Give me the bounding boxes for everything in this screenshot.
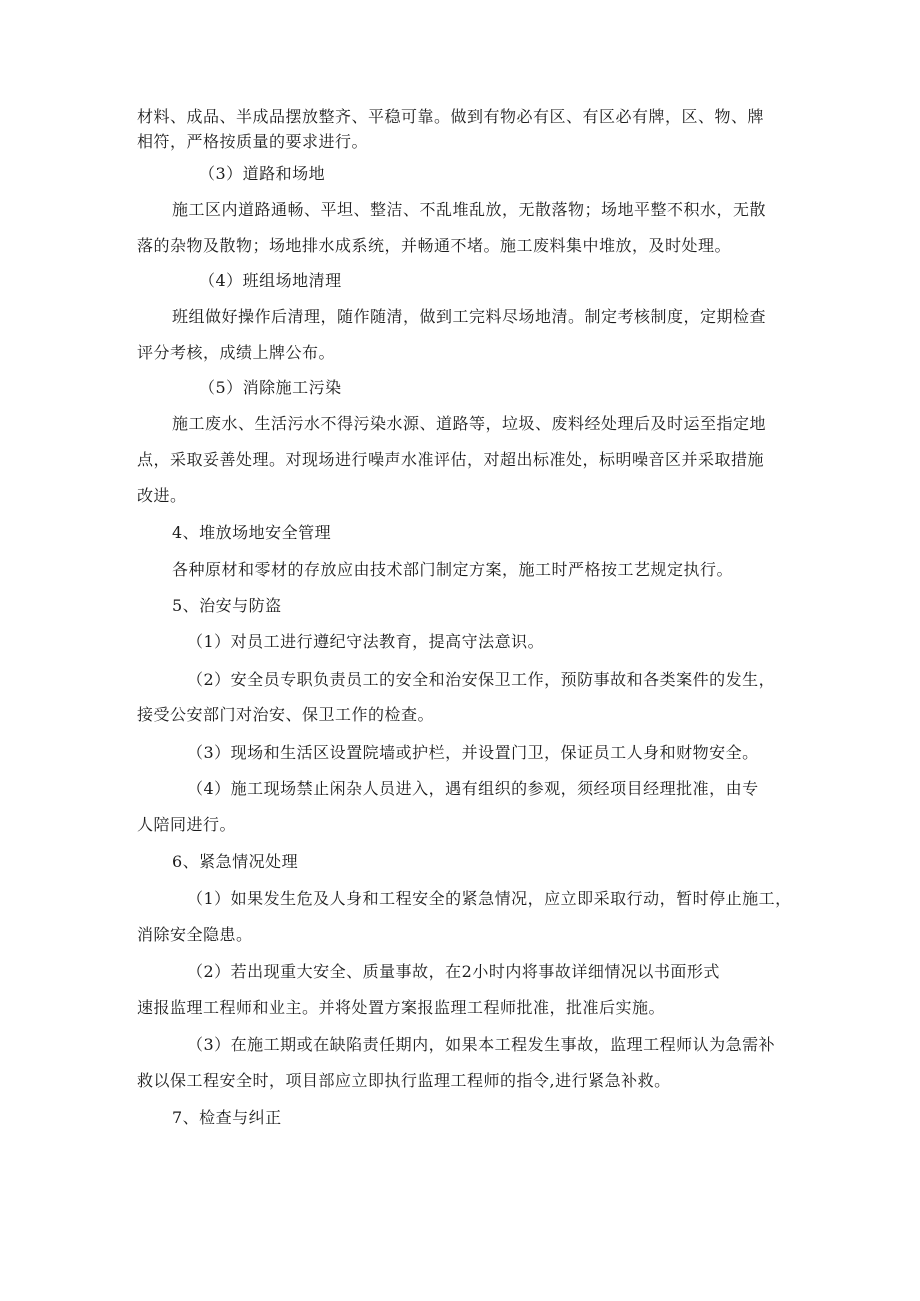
- body-text-line: 落的杂物及散物；场地排水成系统，并畅通不堵。施工废料集中堆放，及时处理。: [137, 236, 732, 255]
- list-item: （2）安全员专职负责员工的安全和治安保卫工作，预防事故和各类案件的发生，: [187, 670, 776, 689]
- list-item: （2）若出现重大安全、质量事故，在2小时内将事故详细情况以书面形式: [187, 962, 720, 981]
- list-item: （4）施工现场禁止闲杂人员进入，遇有组织的参观，须经项目经理批准，由专: [187, 779, 759, 798]
- body-text-line: 消除安全隐患。: [137, 925, 253, 944]
- body-text-line: 材料、成品、半成品摆放整齐、平稳可靠。做到有物必有区、有区必有牌，区、物、牌: [137, 107, 765, 126]
- body-text-line: 速报监理工程师和业主。并将处置方案报监理工程师批准，批准后实施。: [137, 998, 666, 1017]
- list-item: （3）在施工期或在缺陷责任期内，如果本工程发生事故，监理工程师认为急需补: [187, 1035, 776, 1054]
- body-text-line: 点，采取妥善处理。对现场进行噪声水准评估，对超出标准处，标明噪音区并采取措施: [137, 450, 765, 469]
- body-text-line: 改进。: [137, 486, 187, 505]
- section-heading: 6、紧急情况处理: [172, 852, 299, 871]
- body-text-line: 相符，严格按质量的要求进行。: [137, 132, 369, 151]
- body-text-line: 救以保工程安全时，项目部应立即执行监理工程师的指令,进行紧急补救。: [137, 1071, 671, 1090]
- body-text-line: 人陪同进行。: [137, 815, 237, 834]
- sub-heading: （3）道路和场地: [199, 164, 326, 183]
- section-heading: 5、治安与防盗: [172, 596, 282, 615]
- body-text-line: 各种原材和零材的存放应由技术部门制定方案，施工时严格按工艺规定执行。: [172, 560, 734, 579]
- body-text-line: 班组做好操作后清理，随作随清，做到工完料尽场地清。制定考核制度，定期检查: [172, 307, 767, 326]
- list-item: （3）现场和生活区设置院墙或护栏，并设置门卫，保证员工人身和财物安全。: [187, 743, 759, 762]
- list-item: （1）如果发生危及人身和工程安全的紧急情况，应立即采取行动，暂时停止施工，: [187, 889, 792, 908]
- body-text-line: 评分考核，成绩上牌公布。: [137, 343, 336, 362]
- body-text-line: 接受公安部门对治安、保卫工作的检查。: [137, 705, 435, 724]
- sub-heading: （4）班组场地清理: [199, 271, 342, 290]
- body-text-line: 施工废水、生活污水不得污染水源、道路等，垃圾、废料经处理后及时运至指定地: [172, 414, 767, 433]
- section-heading: 4、堆放场地安全管理: [172, 523, 332, 542]
- body-text-line: 施工区内道路通畅、平坦、整洁、不乱堆乱放，无散落物；场地平整不积水，无散: [172, 200, 767, 219]
- section-heading: 7、检查与纠正: [172, 1108, 282, 1127]
- sub-heading: （5）消除施工污染: [199, 378, 342, 397]
- list-item: （1）对员工进行遵纪守法教育，提高守法意识。: [187, 632, 545, 651]
